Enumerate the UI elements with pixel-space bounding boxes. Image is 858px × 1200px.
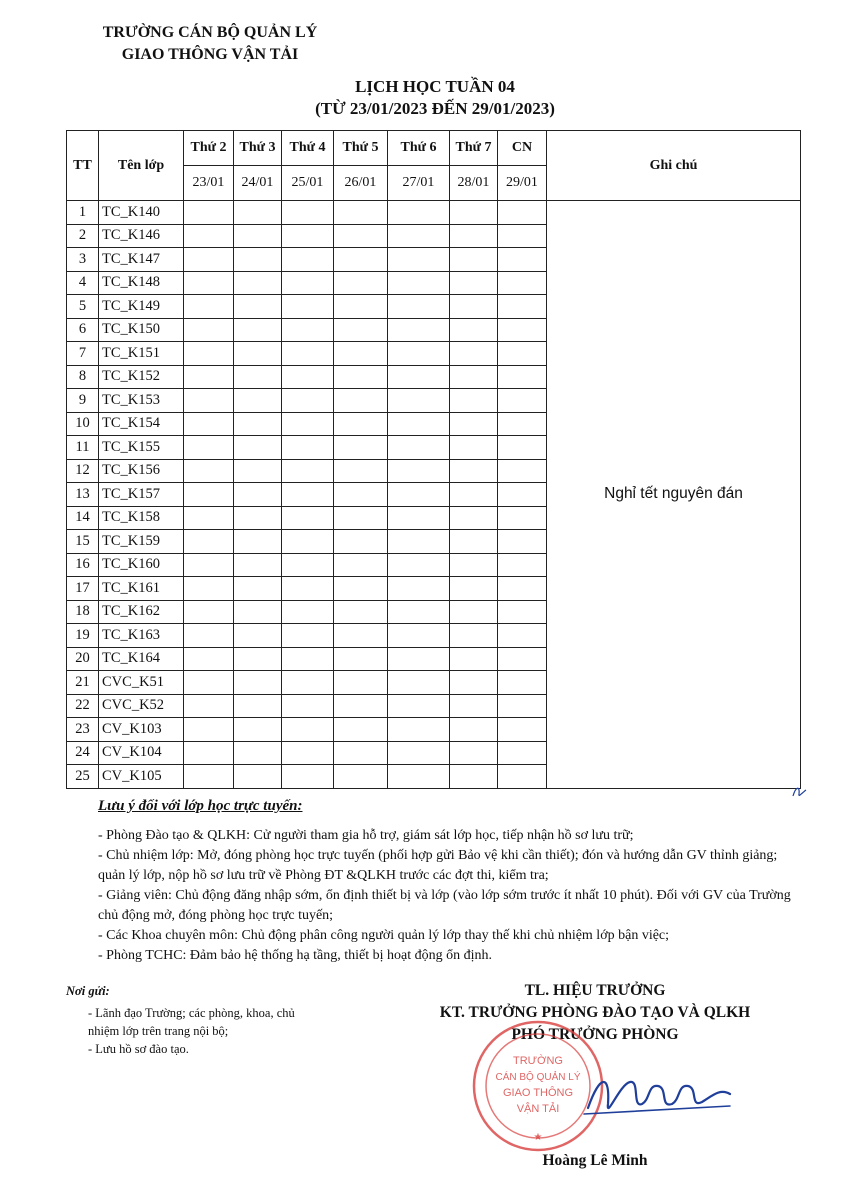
online-class-notes bbox=[98, 796, 798, 966]
schedule-cell bbox=[282, 600, 334, 624]
date-header: 24/01 bbox=[234, 166, 282, 201]
schedule-cell bbox=[498, 365, 547, 389]
stamp-text: TRƯỜNG bbox=[513, 1055, 563, 1067]
schedule-cell bbox=[450, 436, 498, 460]
document-subtitle: (TỪ 23/01/2023 ĐẾN 29/01/2023) bbox=[315, 99, 555, 118]
schedule-cell bbox=[498, 459, 547, 483]
row-number: 24 bbox=[67, 741, 99, 765]
row-number: 25 bbox=[67, 765, 99, 789]
schedule-cell bbox=[388, 671, 450, 695]
schedule-cell bbox=[450, 718, 498, 742]
class-name: TC_K146 bbox=[99, 224, 184, 248]
schedule-cell bbox=[450, 295, 498, 319]
schedule-cell bbox=[450, 577, 498, 601]
schedule-cell bbox=[184, 600, 234, 624]
schedule-cell bbox=[184, 459, 234, 483]
schedule-cell bbox=[450, 201, 498, 225]
day-header: Thứ 3 bbox=[234, 131, 282, 166]
schedule-cell bbox=[184, 718, 234, 742]
schedule-cell bbox=[450, 365, 498, 389]
schedule-cell bbox=[388, 224, 450, 248]
row-number: 19 bbox=[67, 624, 99, 648]
row-number: 20 bbox=[67, 647, 99, 671]
row-number: 22 bbox=[67, 694, 99, 718]
schedule-table bbox=[66, 130, 801, 789]
schedule-cell bbox=[184, 295, 234, 319]
schedule-cell bbox=[234, 741, 282, 765]
schedule-cell bbox=[498, 318, 547, 342]
schedule-cell bbox=[282, 671, 334, 695]
schedule-cell bbox=[498, 248, 547, 272]
schedule-cell bbox=[388, 342, 450, 366]
schedule-cell bbox=[388, 553, 450, 577]
schedule-cell bbox=[234, 600, 282, 624]
schedule-cell bbox=[234, 412, 282, 436]
schedule-cell bbox=[334, 459, 388, 483]
schedule-cell bbox=[388, 577, 450, 601]
class-name: TC_K159 bbox=[99, 530, 184, 554]
schedule-cell bbox=[388, 295, 450, 319]
schedule-cell bbox=[234, 483, 282, 507]
schedule-cell bbox=[334, 647, 388, 671]
schedule-cell bbox=[498, 271, 547, 295]
schedule-cell bbox=[388, 365, 450, 389]
schedule-cell bbox=[334, 483, 388, 507]
schedule-cell bbox=[388, 741, 450, 765]
schedule-cell bbox=[450, 389, 498, 413]
day-header: Thứ 7 bbox=[450, 131, 498, 166]
day-header: Thứ 4 bbox=[282, 131, 334, 166]
schedule-cell bbox=[184, 530, 234, 554]
row-number: 18 bbox=[67, 600, 99, 624]
schedule-cell bbox=[498, 671, 547, 695]
class-name: CV_K104 bbox=[99, 741, 184, 765]
schedule-cell bbox=[282, 483, 334, 507]
schedule-cell bbox=[388, 600, 450, 624]
schedule-cell bbox=[234, 647, 282, 671]
schedule-cell bbox=[282, 342, 334, 366]
schedule-cell bbox=[234, 389, 282, 413]
schedule-cell bbox=[282, 436, 334, 460]
row-number: 8 bbox=[67, 365, 99, 389]
schedule-cell bbox=[388, 694, 450, 718]
schedule-cell bbox=[334, 765, 388, 789]
schedule-cell bbox=[334, 342, 388, 366]
schedule-cell bbox=[334, 671, 388, 695]
row-number: 1 bbox=[67, 201, 99, 225]
class-name: TC_K158 bbox=[99, 506, 184, 530]
schedule-cell bbox=[450, 671, 498, 695]
schedule-cell bbox=[498, 718, 547, 742]
schedule-cell bbox=[234, 271, 282, 295]
schedule-cell bbox=[234, 436, 282, 460]
schedule-cell bbox=[282, 412, 334, 436]
row-number: 10 bbox=[67, 412, 99, 436]
notes-title: Lưu ý đối với lớp học trực tuyến: bbox=[98, 798, 303, 814]
schedule-cell bbox=[184, 318, 234, 342]
schedule-cell bbox=[388, 530, 450, 554]
schedule-cell bbox=[234, 506, 282, 530]
schedule-cell bbox=[282, 765, 334, 789]
class-name: TC_K162 bbox=[99, 600, 184, 624]
schedule-cell bbox=[498, 295, 547, 319]
class-name: TC_K155 bbox=[99, 436, 184, 460]
class-name: CV_K103 bbox=[99, 718, 184, 742]
schedule-cell bbox=[282, 295, 334, 319]
schedule-cell bbox=[450, 412, 498, 436]
schedule-cell bbox=[498, 506, 547, 530]
schedule-cell bbox=[184, 765, 234, 789]
schedule-cell bbox=[498, 201, 547, 225]
row-number: 11 bbox=[67, 436, 99, 460]
row-number: 2 bbox=[67, 224, 99, 248]
row-number: 3 bbox=[67, 248, 99, 272]
schedule-cell bbox=[498, 694, 547, 718]
col-header-class: Tên lớp bbox=[99, 131, 184, 201]
schedule-cell bbox=[498, 553, 547, 577]
schedule-cell bbox=[234, 342, 282, 366]
class-name: TC_K149 bbox=[99, 295, 184, 319]
date-header: 27/01 bbox=[388, 166, 450, 201]
schedule-cell bbox=[234, 318, 282, 342]
schedule-cell bbox=[334, 506, 388, 530]
schedule-cell bbox=[184, 365, 234, 389]
schedule-cell bbox=[184, 741, 234, 765]
schedule-cell bbox=[498, 436, 547, 460]
schedule-cell bbox=[282, 647, 334, 671]
class-name: TC_K161 bbox=[99, 577, 184, 601]
schedule-cell bbox=[334, 530, 388, 554]
schedule-cell bbox=[450, 318, 498, 342]
note-line: - Các Khoa chuyên môn: Chủ động phân công người quản lý lớp thay thế khi chủ nhiệm lớp bận việc; bbox=[98, 928, 670, 943]
schedule-cell bbox=[282, 389, 334, 413]
schedule-cell bbox=[450, 248, 498, 272]
schedule-cell bbox=[184, 624, 234, 648]
schedule-cell bbox=[234, 577, 282, 601]
schedule-cell bbox=[234, 553, 282, 577]
schedule-cell bbox=[450, 600, 498, 624]
schedule-cell bbox=[498, 530, 547, 554]
class-name: TC_K160 bbox=[99, 553, 184, 577]
schedule-cell bbox=[450, 530, 498, 554]
date-header: 29/01 bbox=[498, 166, 547, 201]
schedule-cell bbox=[450, 483, 498, 507]
schedule-cell bbox=[184, 553, 234, 577]
schedule-cell bbox=[334, 271, 388, 295]
schedule-cell bbox=[184, 647, 234, 671]
recipients-block bbox=[66, 982, 306, 1058]
schedule-cell bbox=[234, 224, 282, 248]
signer-name: Hoàng Lê Minh bbox=[542, 1152, 648, 1169]
schedule-cell bbox=[450, 624, 498, 648]
schedule-cell bbox=[498, 741, 547, 765]
schedule-cell bbox=[184, 271, 234, 295]
schedule-cell bbox=[234, 201, 282, 225]
schedule-cell bbox=[282, 459, 334, 483]
date-header: 28/01 bbox=[450, 166, 498, 201]
schedule-cell bbox=[282, 506, 334, 530]
row-number: 15 bbox=[67, 530, 99, 554]
row-number: 21 bbox=[67, 671, 99, 695]
table-row bbox=[67, 201, 801, 225]
schedule-cell bbox=[498, 600, 547, 624]
class-name: CVC_K51 bbox=[99, 671, 184, 695]
row-number: 6 bbox=[67, 318, 99, 342]
class-name: TC_K164 bbox=[99, 647, 184, 671]
schedule-cell bbox=[334, 577, 388, 601]
row-number: 14 bbox=[67, 506, 99, 530]
schedule-cell bbox=[184, 506, 234, 530]
recipient-item: - Lãnh đạo Trường; các phòng, khoa, chủ nhiệm lớp trên trang nội bộ; bbox=[88, 1006, 295, 1038]
schedule-cell bbox=[334, 718, 388, 742]
schedule-cell bbox=[388, 248, 450, 272]
schedule-cell bbox=[334, 624, 388, 648]
row-number: 5 bbox=[67, 295, 99, 319]
schedule-cell bbox=[234, 765, 282, 789]
handwritten-signature bbox=[580, 1064, 740, 1124]
row-number: 23 bbox=[67, 718, 99, 742]
row-number: 4 bbox=[67, 271, 99, 295]
schedule-cell bbox=[498, 342, 547, 366]
note-line: - Chủ nhiệm lớp: Mở, đóng phòng học trực tuyến (phối hợp gửi Bảo vệ khi cần thiết); đón và hướng dẫn GV thỉnh giảng; quản lý lớp, nộp hồ sơ lưu trữ về Phòng ĐT &QLKH trước các đợt thi, kiểm tra; bbox=[98, 848, 778, 883]
schedule-cell bbox=[334, 295, 388, 319]
row-number: 12 bbox=[67, 459, 99, 483]
schedule-cell bbox=[498, 483, 547, 507]
class-name: TC_K163 bbox=[99, 624, 184, 648]
schedule-cell bbox=[282, 224, 334, 248]
schedule-cell bbox=[388, 412, 450, 436]
recipients-title: Nơi gửi: bbox=[66, 984, 110, 998]
org-line-2: GIAO THÔNG VẬN TẢI bbox=[121, 46, 299, 63]
date-header: 26/01 bbox=[334, 166, 388, 201]
schedule-cell bbox=[334, 224, 388, 248]
col-header-note: Ghi chú bbox=[547, 131, 801, 201]
schedule-cell bbox=[388, 647, 450, 671]
schedule-cell bbox=[450, 553, 498, 577]
note-line: - Phòng TCHC: Đảm bảo hệ thống hạ tầng, thiết bị hoạt động ổn định. bbox=[98, 948, 493, 963]
stamp-text: VẬN TẢI bbox=[516, 1103, 560, 1115]
schedule-cell bbox=[450, 694, 498, 718]
schedule-cell bbox=[334, 389, 388, 413]
date-header: 25/01 bbox=[282, 166, 334, 201]
schedule-cell bbox=[234, 248, 282, 272]
schedule-cell bbox=[334, 201, 388, 225]
class-name: TC_K148 bbox=[99, 271, 184, 295]
schedule-cell bbox=[234, 530, 282, 554]
schedule-cell bbox=[388, 483, 450, 507]
schedule-cell bbox=[450, 647, 498, 671]
header-row-days bbox=[67, 131, 801, 166]
schedule-cell bbox=[388, 436, 450, 460]
schedule-cell bbox=[184, 389, 234, 413]
schedule-cell bbox=[334, 365, 388, 389]
class-name: TC_K140 bbox=[99, 201, 184, 225]
document-title-block bbox=[270, 76, 600, 120]
schedule-cell bbox=[184, 671, 234, 695]
schedule-cell bbox=[184, 248, 234, 272]
schedule-cell bbox=[334, 318, 388, 342]
schedule-cell bbox=[334, 248, 388, 272]
schedule-cell bbox=[498, 577, 547, 601]
schedule-cell bbox=[334, 436, 388, 460]
signature-line-1: TL. HIỆU TRƯỞNG bbox=[524, 982, 666, 999]
class-name: CVC_K52 bbox=[99, 694, 184, 718]
day-header: Thứ 5 bbox=[334, 131, 388, 166]
note-line: - Phòng Đào tạo & QLKH: Cử người tham gia hỗ trợ, giám sát lớp học, tiếp nhận hồ sơ lưu trữ; bbox=[98, 828, 634, 843]
class-name: TC_K157 bbox=[99, 483, 184, 507]
schedule-cell bbox=[388, 201, 450, 225]
class-name: TC_K151 bbox=[99, 342, 184, 366]
schedule-cell bbox=[450, 271, 498, 295]
schedule-cell bbox=[184, 436, 234, 460]
class-name: TC_K147 bbox=[99, 248, 184, 272]
schedule-cell bbox=[282, 718, 334, 742]
schedule-cell bbox=[388, 389, 450, 413]
schedule-cell bbox=[334, 600, 388, 624]
note-cell: Nghỉ tết nguyên đán bbox=[547, 201, 801, 789]
schedule-cell bbox=[282, 271, 334, 295]
schedule-cell bbox=[450, 765, 498, 789]
schedule-cell bbox=[498, 647, 547, 671]
date-header: 23/01 bbox=[184, 166, 234, 201]
stamp-text: CÁN BỘ QUẢN LÝ bbox=[495, 1072, 581, 1083]
schedule-cell bbox=[450, 459, 498, 483]
schedule-cell bbox=[184, 342, 234, 366]
row-number: 9 bbox=[67, 389, 99, 413]
schedule-cell bbox=[184, 694, 234, 718]
stamp-star-icon: ★ bbox=[533, 1132, 543, 1143]
stamp-text: GIAO THÔNG bbox=[502, 1087, 574, 1099]
row-number: 7 bbox=[67, 342, 99, 366]
class-name: TC_K156 bbox=[99, 459, 184, 483]
schedule-cell bbox=[388, 459, 450, 483]
schedule-cell bbox=[282, 741, 334, 765]
schedule-cell bbox=[184, 577, 234, 601]
col-header-tt: TT bbox=[67, 131, 99, 201]
schedule-cell bbox=[334, 553, 388, 577]
issuing-organization bbox=[80, 22, 340, 66]
schedule-body bbox=[67, 201, 801, 789]
schedule-cell bbox=[282, 694, 334, 718]
schedule-cell bbox=[334, 694, 388, 718]
schedule-cell bbox=[234, 671, 282, 695]
schedule-cell bbox=[388, 765, 450, 789]
schedule-cell bbox=[234, 295, 282, 319]
schedule-cell bbox=[234, 718, 282, 742]
class-name: TC_K152 bbox=[99, 365, 184, 389]
pen-mark-icon bbox=[790, 784, 808, 800]
schedule-cell bbox=[388, 506, 450, 530]
class-name: TC_K154 bbox=[99, 412, 184, 436]
recipient-item: - Lưu hồ sơ đào tạo. bbox=[88, 1042, 189, 1056]
schedule-cell bbox=[334, 412, 388, 436]
schedule-cell bbox=[450, 741, 498, 765]
schedule-cell bbox=[498, 765, 547, 789]
schedule-cell bbox=[184, 483, 234, 507]
schedule-cell bbox=[388, 318, 450, 342]
document-title: LỊCH HỌC TUẦN 04 bbox=[355, 77, 515, 96]
schedule-cell bbox=[282, 248, 334, 272]
schedule-cell bbox=[498, 224, 547, 248]
schedule-cell bbox=[234, 624, 282, 648]
schedule-cell bbox=[234, 459, 282, 483]
schedule-cell bbox=[282, 318, 334, 342]
schedule-cell bbox=[334, 741, 388, 765]
row-number: 16 bbox=[67, 553, 99, 577]
schedule-cell bbox=[282, 530, 334, 554]
schedule-cell bbox=[388, 271, 450, 295]
schedule-cell bbox=[282, 577, 334, 601]
class-name: TC_K150 bbox=[99, 318, 184, 342]
schedule-cell bbox=[450, 224, 498, 248]
schedule-cell bbox=[498, 412, 547, 436]
schedule-cell bbox=[234, 694, 282, 718]
row-number: 13 bbox=[67, 483, 99, 507]
schedule-cell bbox=[234, 365, 282, 389]
org-line-1: TRƯỜNG CÁN BỘ QUẢN LÝ bbox=[102, 24, 318, 41]
signature-line-3: PHÓ TRƯỞNG PHÒNG bbox=[511, 1026, 679, 1043]
schedule-cell bbox=[498, 624, 547, 648]
schedule-cell bbox=[282, 553, 334, 577]
note-line: - Giảng viên: Chủ động đăng nhập sớm, ổn định thiết bị và lớp (vào lớp sớm trước ít nhất 10 phút). Đối với GV của Trường chủ động mở, đóng phòng học trực tuyến; bbox=[98, 888, 791, 923]
schedule-cell bbox=[184, 412, 234, 436]
day-header: CN bbox=[498, 131, 547, 166]
schedule-cell bbox=[388, 624, 450, 648]
schedule-cell bbox=[282, 201, 334, 225]
schedule-cell bbox=[450, 342, 498, 366]
schedule-cell bbox=[450, 506, 498, 530]
day-header: Thứ 2 bbox=[184, 131, 234, 166]
class-name: CV_K105 bbox=[99, 765, 184, 789]
schedule-cell bbox=[282, 365, 334, 389]
day-header: Thứ 6 bbox=[388, 131, 450, 166]
schedule-cell bbox=[388, 718, 450, 742]
schedule-cell bbox=[184, 224, 234, 248]
class-name: TC_K153 bbox=[99, 389, 184, 413]
schedule-cell bbox=[498, 389, 547, 413]
row-number: 17 bbox=[67, 577, 99, 601]
schedule-cell bbox=[282, 624, 334, 648]
signature-line-2: KT. TRƯỞNG PHÒNG ĐÀO TẠO VÀ QLKH bbox=[439, 1004, 751, 1021]
schedule-cell bbox=[184, 201, 234, 225]
